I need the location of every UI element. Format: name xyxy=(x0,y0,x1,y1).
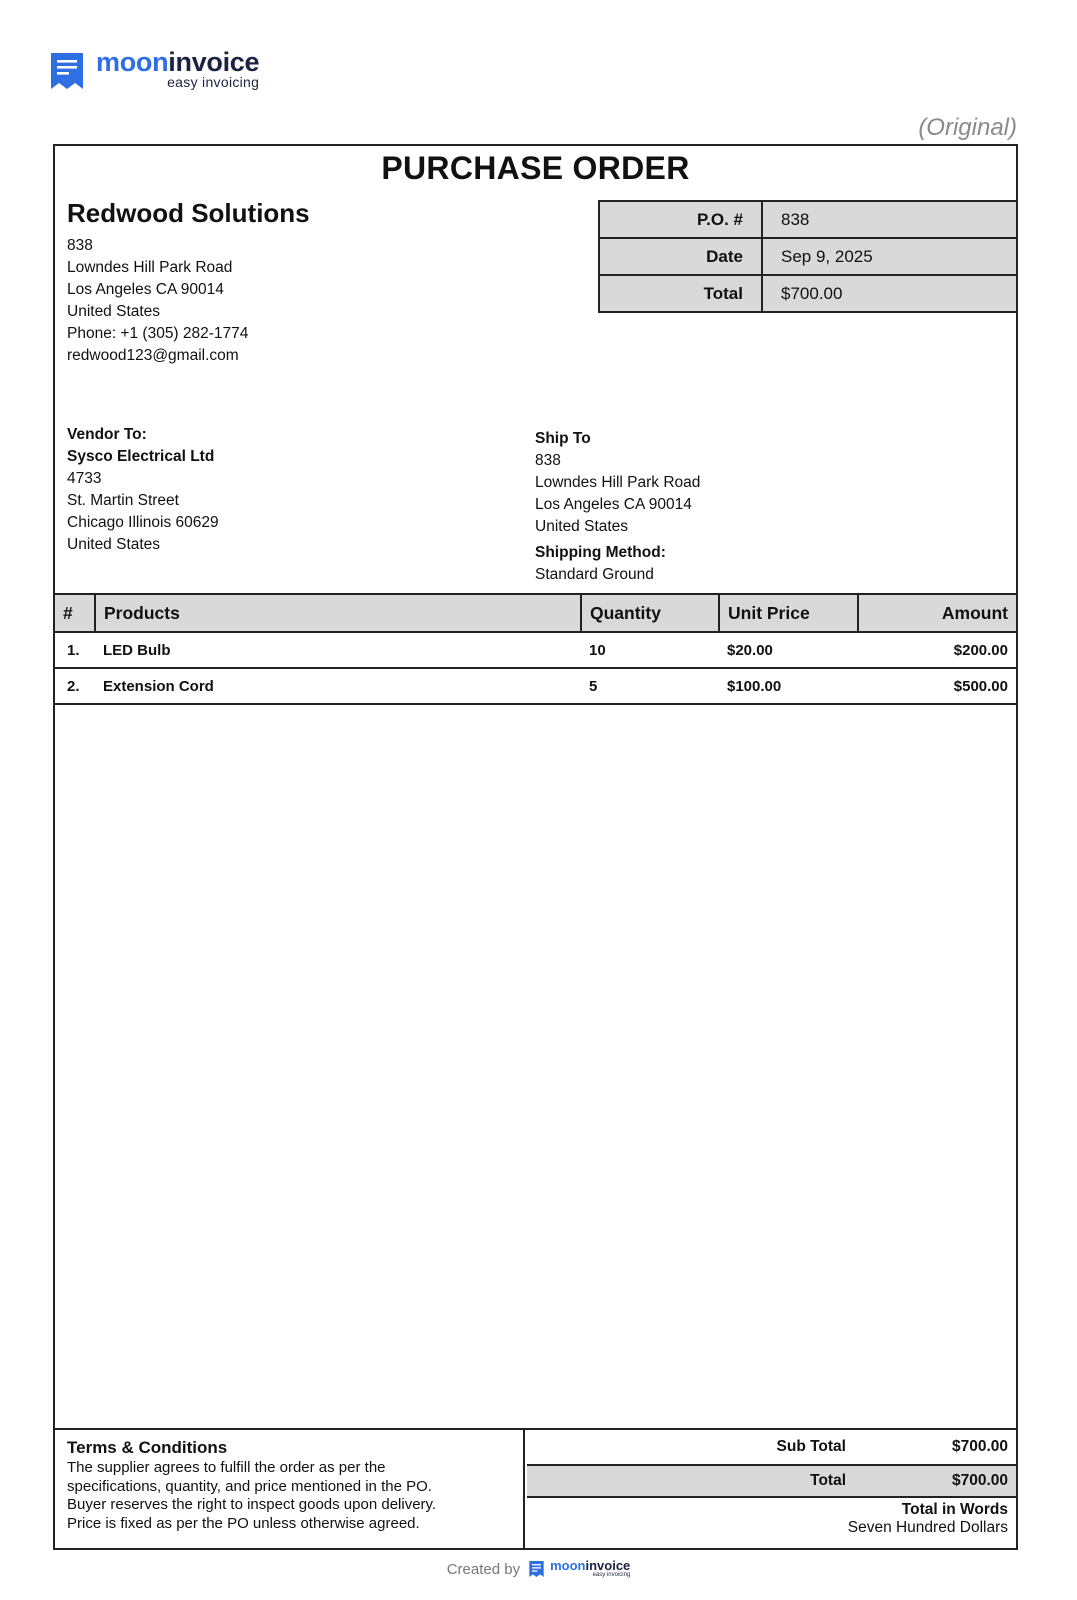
company-address-line: Los Angeles CA 90014 xyxy=(67,281,224,298)
col-header-number: # xyxy=(55,594,95,632)
document-frame xyxy=(53,144,1018,1550)
company-address-line: Lowndes Hill Park Road xyxy=(67,259,233,276)
footer xyxy=(0,1560,1077,1578)
vendor-address-line: Chicago Illinois 60629 xyxy=(67,514,219,531)
table-row xyxy=(55,668,1016,704)
receipt-icon xyxy=(48,51,86,91)
footer-brand-name xyxy=(550,1560,630,1572)
footer-brand-name-invoice: invoice xyxy=(585,1558,631,1573)
brand-logo xyxy=(48,48,259,91)
items-header-row xyxy=(55,594,1016,632)
brand-name xyxy=(96,48,259,76)
po-meta-table xyxy=(598,200,1018,313)
brand-name-moon: moon xyxy=(96,47,169,77)
company-email: redwood123@gmail.com xyxy=(67,347,239,364)
grand-total-value: $700.00 xyxy=(951,1472,1008,1489)
vendor-address-line: St. Martin Street xyxy=(67,492,179,509)
subtotal-label: Sub Total xyxy=(776,1438,846,1455)
company-phone: Phone: +1 (305) 282-1774 xyxy=(67,325,249,342)
receipt-icon xyxy=(528,1560,545,1578)
po-number-value: 838 xyxy=(762,201,1017,238)
terms-title: Terms & Conditions xyxy=(67,1438,228,1457)
ship-to-address-line: Los Angeles CA 90014 xyxy=(535,496,692,513)
col-header-unit-price: Unit Price xyxy=(719,594,858,632)
po-total-label: Total xyxy=(599,275,762,312)
po-total-value: $700.00 xyxy=(762,275,1017,312)
po-date-value: Sep 9, 2025 xyxy=(762,238,1017,275)
subtotal-row xyxy=(527,1430,1016,1464)
terms-block xyxy=(55,1430,525,1548)
footer-brand-tagline: easy invoicing xyxy=(592,1572,631,1578)
grand-total-row xyxy=(527,1464,1016,1498)
table-row xyxy=(55,632,1016,668)
company-address-line: United States xyxy=(67,303,161,320)
col-header-amount: Amount xyxy=(858,594,1016,632)
company-block xyxy=(67,198,310,367)
terms-line: specifications, quantity, and price mentioned in the PO. xyxy=(67,1477,432,1495)
totals-block xyxy=(527,1430,1016,1537)
vendor-address-line: 4733 xyxy=(67,470,102,487)
total-in-words-value: Seven Hundred Dollars xyxy=(847,1519,1008,1536)
brand-name-invoice: invoice xyxy=(168,47,260,77)
vendor-block xyxy=(67,424,219,556)
terms-line: Buyer reserves the right to inspect goods upon delivery. xyxy=(67,1496,437,1513)
footer-brand-name-moon: moon xyxy=(550,1558,586,1573)
company-name: Redwood Solutions xyxy=(67,198,310,228)
vendor-name: Sysco Electrical Ltd xyxy=(67,448,215,465)
row-product: LED Bulb xyxy=(95,632,581,668)
col-header-quantity: Quantity xyxy=(581,594,719,632)
brand-tagline: easy invoicing xyxy=(167,74,260,90)
row-unit-price: $20.00 xyxy=(719,632,858,668)
vendor-address-line: United States xyxy=(67,536,161,553)
col-header-products: Products xyxy=(95,594,581,632)
total-in-words-label: Total in Words xyxy=(901,1501,1008,1518)
po-number-row xyxy=(599,201,1017,238)
row-quantity: 10 xyxy=(581,632,719,668)
summary-section xyxy=(55,1428,1016,1548)
footer-brand-logo xyxy=(528,1560,630,1578)
po-number-label: P.O. # xyxy=(599,201,762,238)
vendor-heading: Vendor To: xyxy=(67,426,147,443)
po-date-row xyxy=(599,238,1017,275)
row-quantity: 5 xyxy=(581,668,719,704)
ship-to-address-line: United States xyxy=(535,518,629,535)
subtotal-value: $700.00 xyxy=(951,1438,1008,1455)
document-title: PURCHASE ORDER xyxy=(381,150,690,186)
row-product: Extension Cord xyxy=(95,668,581,704)
ship-to-block xyxy=(535,428,700,586)
row-number: 2. xyxy=(55,668,95,704)
items-table xyxy=(55,593,1016,705)
shipping-method-label: Shipping Method: xyxy=(535,544,666,561)
grand-total-label: Total xyxy=(810,1472,846,1489)
copy-label: (Original) xyxy=(918,114,1017,141)
company-address-line: 838 xyxy=(67,237,93,254)
row-unit-price: $100.00 xyxy=(719,668,858,704)
total-in-words xyxy=(527,1498,1016,1537)
row-number: 1. xyxy=(55,632,95,668)
terms-line: The supplier agrees to fulfill the order as per the xyxy=(67,1459,386,1476)
ship-to-address-line: 838 xyxy=(535,452,561,469)
shipping-method-value: Standard Ground xyxy=(535,566,654,583)
ship-to-heading: Ship To xyxy=(535,430,591,447)
po-total-row xyxy=(599,275,1017,312)
ship-to-address-line: Lowndes Hill Park Road xyxy=(535,474,701,491)
created-by-label: Created by xyxy=(446,1560,521,1578)
po-date-label: Date xyxy=(599,238,762,275)
terms-line: Price is fixed as per the PO unless otherwise agreed. xyxy=(67,1514,420,1532)
row-amount: $200.00 xyxy=(858,632,1016,668)
row-amount: $500.00 xyxy=(858,668,1016,704)
